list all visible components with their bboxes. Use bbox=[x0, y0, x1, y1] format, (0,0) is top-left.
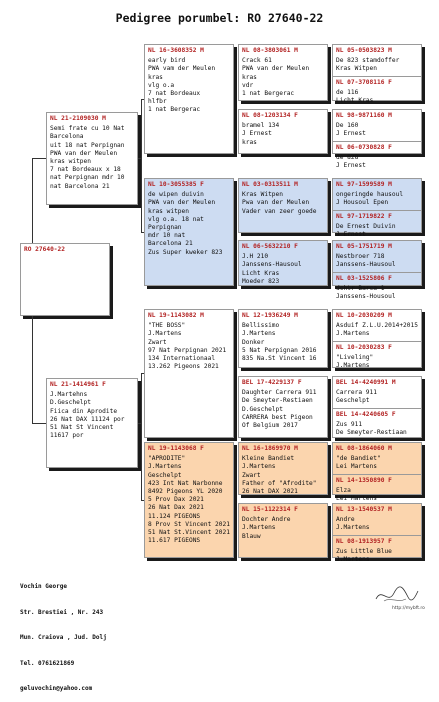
page-title: Pedigree porumbel: RO 27640-22 bbox=[115, 11, 324, 25]
bird-info-line: J.Martens bbox=[148, 330, 182, 338]
bird-info-line: Andre bbox=[336, 516, 355, 524]
ancestor-pair-box bbox=[332, 44, 422, 105]
bird-info-line: vlg o.a. 18 nat bbox=[148, 215, 204, 223]
bird-info-line: 134 Internationaal bbox=[148, 355, 216, 363]
bird-info-line: 423 Int Nat Narbonne bbox=[148, 479, 223, 487]
ring-number: BEL 14-4240605 F bbox=[336, 410, 396, 418]
connector-line bbox=[141, 373, 142, 500]
bird-info-line: de wipen duivin bbox=[148, 191, 204, 199]
ancestor-pair-box bbox=[332, 376, 422, 438]
great-grandparent-box bbox=[238, 503, 328, 558]
watermark-url: http://mybft.ro bbox=[392, 606, 425, 611]
great-grandparent-box bbox=[238, 376, 328, 438]
bird-info-line: vlg o.a bbox=[148, 81, 175, 89]
bird-info-line: 7 nat Bordeaux x 18 bbox=[50, 166, 121, 174]
ring-number: NL 08-1203134 F bbox=[242, 112, 298, 119]
bird-info-line: 11617 por bbox=[50, 432, 84, 440]
bird-info-line: Elza bbox=[336, 486, 351, 494]
connector-line bbox=[141, 99, 144, 100]
bird-info-line: Donker bbox=[242, 338, 265, 346]
ancestor-pair-box bbox=[332, 442, 422, 503]
bird-info-line: PWA van der Meulen bbox=[50, 149, 118, 157]
owner-phone: Tel. 0761621869 bbox=[20, 659, 75, 667]
bird-info-line: 26 Nat Dax 2021 bbox=[148, 504, 204, 512]
bird-info-line: 5 Nat Perpignan 2016 bbox=[242, 346, 317, 354]
bird-info-line: Kleine Bandiet bbox=[242, 455, 295, 463]
ring-number: NL 19-1143068 F bbox=[148, 445, 204, 452]
pair-divider bbox=[333, 535, 421, 536]
bird-info-line: nat Barcelona 21 bbox=[50, 182, 110, 190]
bird-info-line: PWA van der Meulen bbox=[242, 65, 310, 73]
bird-info-line: Father of "Afrodite" bbox=[242, 479, 317, 487]
ring-number: NL 15-1122314 F bbox=[242, 506, 298, 513]
pair-divider bbox=[333, 210, 421, 211]
bird-info-line: Carrera 911 bbox=[336, 389, 377, 397]
bird-info-line: J Ernest bbox=[242, 130, 272, 138]
bird-info-line: kras witpen bbox=[50, 158, 91, 166]
bird-info-line: De 160 bbox=[336, 122, 359, 130]
ring-number: NL 06-0730828 F bbox=[336, 143, 392, 151]
bird-info-line: 11.617 PIGEONS bbox=[148, 537, 201, 545]
bird-info-line: Zus 911 bbox=[336, 420, 363, 428]
bird-info-line: J.Martens bbox=[336, 362, 370, 370]
bird-info-line: De Ernest Duivin bbox=[336, 222, 396, 230]
bird-info-line: CARRERA best Pigeon bbox=[242, 413, 313, 421]
bird-info-line: 835 Na.St Vincent 16 bbox=[242, 355, 317, 363]
bird-info-line: Barcelona bbox=[50, 133, 84, 141]
great-grandparent-box bbox=[238, 109, 328, 154]
bird-info-line: de 828 bbox=[336, 153, 359, 161]
ring-number: NL 05-1751719 M bbox=[336, 243, 392, 250]
bird-info-line: 97 Nat Perpignan 2021 bbox=[148, 346, 227, 354]
bird-info-line: J Ernest bbox=[336, 162, 366, 170]
owner-street: Str. Brestiei , Nr. 243 bbox=[20, 608, 104, 616]
ring-number: NL 98-9871160 M bbox=[336, 112, 392, 119]
bird-info-line: Dochter Andre bbox=[242, 516, 291, 524]
bird-info-line: Zus Super kweker 823 bbox=[148, 248, 223, 256]
grandparent-box bbox=[144, 442, 234, 558]
bird-info-line: early bird bbox=[148, 57, 186, 65]
bird-info-line: 51 Nat St.Vincent 2021 bbox=[148, 529, 230, 537]
ring-number: NL 21-2109030 M bbox=[50, 115, 106, 122]
bird-info-line: nat Perpignan mdr 10 bbox=[50, 174, 125, 182]
bird-info-line: kras witpen bbox=[148, 207, 189, 215]
pair-divider bbox=[333, 272, 421, 273]
ring-number: NL 05-0503823 M bbox=[336, 47, 392, 54]
ring-number: NL 16-3608352 M bbox=[148, 47, 204, 54]
bird-info-line: hlfbr bbox=[148, 98, 167, 106]
ring-number: NL 19-1143082 M bbox=[148, 312, 204, 319]
bird-info-line: 5 Prov Dax 2021 bbox=[148, 496, 204, 504]
bird-info-line: J.H 210 bbox=[242, 253, 269, 261]
ring-number: NL 10-3055385 F bbox=[148, 181, 204, 188]
bird-info-line: Lei Martens bbox=[336, 463, 377, 471]
ancestor-pair-box bbox=[332, 240, 422, 301]
bird-info-line: Semi frate cu 10 Nat bbox=[50, 125, 125, 133]
ring-number: RO 27640-22 bbox=[24, 246, 65, 253]
ring-number: NL 10-2030283 F bbox=[336, 343, 392, 351]
ring-number: NL 12-1936249 M bbox=[242, 312, 298, 319]
bird-info-line: J.Martens bbox=[242, 463, 276, 471]
grandparent-box bbox=[144, 178, 234, 286]
bird-info-line: Pwa van der Meulen bbox=[242, 199, 310, 207]
bird-info-line: Zwart bbox=[242, 471, 261, 479]
connector-line bbox=[141, 232, 144, 233]
ring-number: NL 07-3708116 F bbox=[336, 78, 392, 86]
bird-info-line: de 116 bbox=[336, 88, 359, 96]
connector-line bbox=[141, 99, 142, 232]
bird-info-line: "APRODITE" bbox=[148, 455, 186, 463]
bird-info-line: D.Geschelpt bbox=[50, 399, 91, 407]
bird-info-line: Of Belgium 2017 bbox=[242, 422, 298, 430]
bird-info-line: bramel 134 bbox=[242, 122, 280, 130]
bird-info-line: Zus Little Blue bbox=[336, 547, 392, 555]
bird-info-line: "Liveling" bbox=[336, 353, 374, 361]
bird-info-line: PWA vam der Meulen bbox=[148, 65, 216, 73]
ring-number: NL 03-0313511 M bbox=[242, 181, 298, 188]
bird-info-line: Daughter Carrera 911 bbox=[242, 389, 317, 397]
bird-info-line: 13.262 Pigeons 2021 bbox=[148, 363, 219, 371]
ring-number: NL 08-1913957 F bbox=[336, 537, 392, 545]
grandparent-box bbox=[144, 44, 234, 154]
bird-info-line: Nestbroer 718 bbox=[336, 253, 385, 261]
ring-number: NL 14-1350890 F bbox=[336, 476, 392, 484]
great-grandparent-box bbox=[238, 240, 328, 286]
ring-number: NL 08-1864060 M bbox=[336, 445, 392, 452]
bird-info-line: kras bbox=[148, 73, 163, 81]
bird-info-line: J Ernest bbox=[336, 130, 366, 138]
ring-number: NL 97-1719822 F bbox=[336, 212, 392, 220]
bird-info-line: De 823 stamdoffer bbox=[336, 57, 400, 65]
bird-info-line: J.Martens bbox=[242, 330, 276, 338]
ring-number: NL 21-1414961 F bbox=[50, 381, 106, 388]
bird-info-line: Barcelona 21 bbox=[148, 240, 193, 248]
ring-number: NL 10-2030209 M bbox=[336, 312, 392, 319]
ring-number: NL 13-1540537 M bbox=[336, 506, 392, 513]
ancestor-pair-box bbox=[332, 109, 422, 170]
great-grandparent-box bbox=[238, 309, 328, 368]
bird-info-line: Fiica din Aprodite bbox=[50, 407, 118, 415]
bird-info-line: Vader van zeer goede bbox=[242, 207, 317, 215]
bird-info-line: Moeder 823 bbox=[242, 277, 280, 285]
bird-info-line: vdr bbox=[242, 81, 254, 89]
ring-number: NL 08-3803061 M bbox=[242, 47, 298, 54]
pair-divider bbox=[333, 141, 421, 142]
bird-info-line: uit 18 nat Perpignan bbox=[50, 141, 125, 149]
connector-line bbox=[141, 373, 144, 374]
bird-info-line: Perpignan bbox=[148, 224, 182, 232]
ring-number: BEL 17-4229137 F bbox=[242, 379, 302, 386]
bird-info-line: Geschelpt bbox=[148, 471, 182, 479]
subject-bird-box bbox=[20, 243, 110, 316]
ancestor-pair-box bbox=[332, 178, 422, 239]
bird-info-line: Crack 61 bbox=[242, 57, 272, 65]
bird-info-line: J.Martens bbox=[336, 330, 370, 338]
bird-info-line: De Smeyter-Restiaan bbox=[336, 429, 407, 437]
connector-line bbox=[141, 500, 144, 501]
ring-number: NL 16-1869970 M bbox=[242, 445, 298, 452]
bird-info-line: J.Martens bbox=[148, 463, 182, 471]
owner-info bbox=[20, 566, 107, 702]
bird-info-line: 7 nat Bordeaux bbox=[148, 90, 201, 98]
bird-info-line: "de Bandiet" bbox=[336, 455, 381, 463]
bird-info-line: 8492 Pigeons YL 2020 bbox=[148, 488, 223, 496]
connector-line bbox=[32, 158, 46, 159]
bird-info-line: 26 Nat DAX 11124 por bbox=[50, 415, 125, 423]
bird-info-line: Blauw bbox=[242, 532, 261, 540]
owner-email: geluvochin@yahoo.com bbox=[20, 685, 93, 692]
great-grandparent-box bbox=[238, 178, 328, 233]
bird-info-line: PWA van der Meulen bbox=[148, 199, 216, 207]
bird-info-line: dchtr Barca 1 bbox=[336, 284, 385, 292]
bird-info-line: 26 Nat DAX 2021 bbox=[242, 488, 298, 496]
bird-info-line: Zwart bbox=[148, 338, 167, 346]
connector-line bbox=[32, 423, 46, 424]
bird-info-line: J Housoul Epen bbox=[336, 199, 389, 207]
great-grandparent-box bbox=[238, 44, 328, 101]
bird-info-line: Lei Martens bbox=[336, 495, 377, 503]
ancestor-pair-box bbox=[332, 503, 422, 564]
bird-info-line: 51 Nat St Vincent bbox=[50, 424, 114, 432]
bird-info-line: Kras Witpen bbox=[242, 191, 283, 199]
bird-info-line: Geschelpt bbox=[336, 397, 370, 405]
bird-info-line: D.Geschelpt bbox=[242, 405, 283, 413]
pair-divider bbox=[333, 341, 421, 342]
bird-info-line: J.Martens bbox=[242, 524, 276, 532]
bird-info-line: De Smeyter-Restiaen bbox=[242, 397, 313, 405]
bird-info-line: 8 Prov St Vincent 2021 bbox=[148, 520, 230, 528]
pair-divider bbox=[333, 76, 421, 77]
bird-info-line: J.Martens bbox=[336, 556, 370, 564]
bird-info-line: kras bbox=[242, 73, 257, 81]
bird-info-line: 1 nat Bergerac bbox=[242, 90, 295, 98]
ring-number: NL 06-5632210 F bbox=[242, 243, 298, 250]
bird-info-line: ongeringde hausoul bbox=[336, 191, 404, 199]
bird-info-line: Janssens-Housoul bbox=[336, 293, 396, 301]
bird-info-line: mdr 10 nat bbox=[148, 232, 186, 240]
bird-info-line: Licht Kras bbox=[242, 269, 280, 277]
owner-city: Mun. Craiova , Jud. Dolj bbox=[20, 634, 107, 641]
bird-info-line: Kras Witpen bbox=[336, 65, 377, 73]
signature-logo bbox=[372, 583, 420, 607]
connector-line bbox=[32, 316, 33, 423]
bird-info-line: kras bbox=[242, 138, 257, 146]
bird-info-line: J.Martehns bbox=[50, 391, 88, 399]
bird-info-line: Licht Kras bbox=[336, 97, 374, 105]
ancestor-pair-box bbox=[332, 309, 422, 368]
sire-box bbox=[46, 112, 138, 205]
ring-number: NL 03-1525806 F bbox=[336, 274, 392, 282]
bird-info-line: "THE BOSS" bbox=[148, 322, 186, 330]
bird-info-line: J.Martens bbox=[336, 524, 370, 532]
dam-box bbox=[46, 378, 138, 468]
bird-info-line: Bellissimo bbox=[242, 322, 280, 330]
bird-info-line: Asduif Z.L.U.2014+2015 bbox=[336, 322, 418, 330]
ring-number: NL 97-1599589 M bbox=[336, 181, 392, 188]
pair-divider bbox=[333, 474, 421, 475]
owner-name: Vochin George bbox=[20, 583, 67, 590]
bird-info-line: 1 nat Bergerac bbox=[148, 106, 201, 114]
ring-number: BEL 14-4240991 M bbox=[336, 379, 396, 386]
great-grandparent-box bbox=[238, 442, 328, 495]
grandparent-box bbox=[144, 309, 234, 438]
pair-divider bbox=[333, 408, 421, 409]
bird-info-line: 11.124 PIGEONS bbox=[148, 512, 201, 520]
bird-info-line: Janssens-Hausoul bbox=[242, 261, 302, 269]
bird-info-line: J Ernest bbox=[336, 231, 366, 239]
connector-line bbox=[32, 158, 33, 243]
bird-info-line: Janssens-Hausoul bbox=[336, 261, 396, 269]
